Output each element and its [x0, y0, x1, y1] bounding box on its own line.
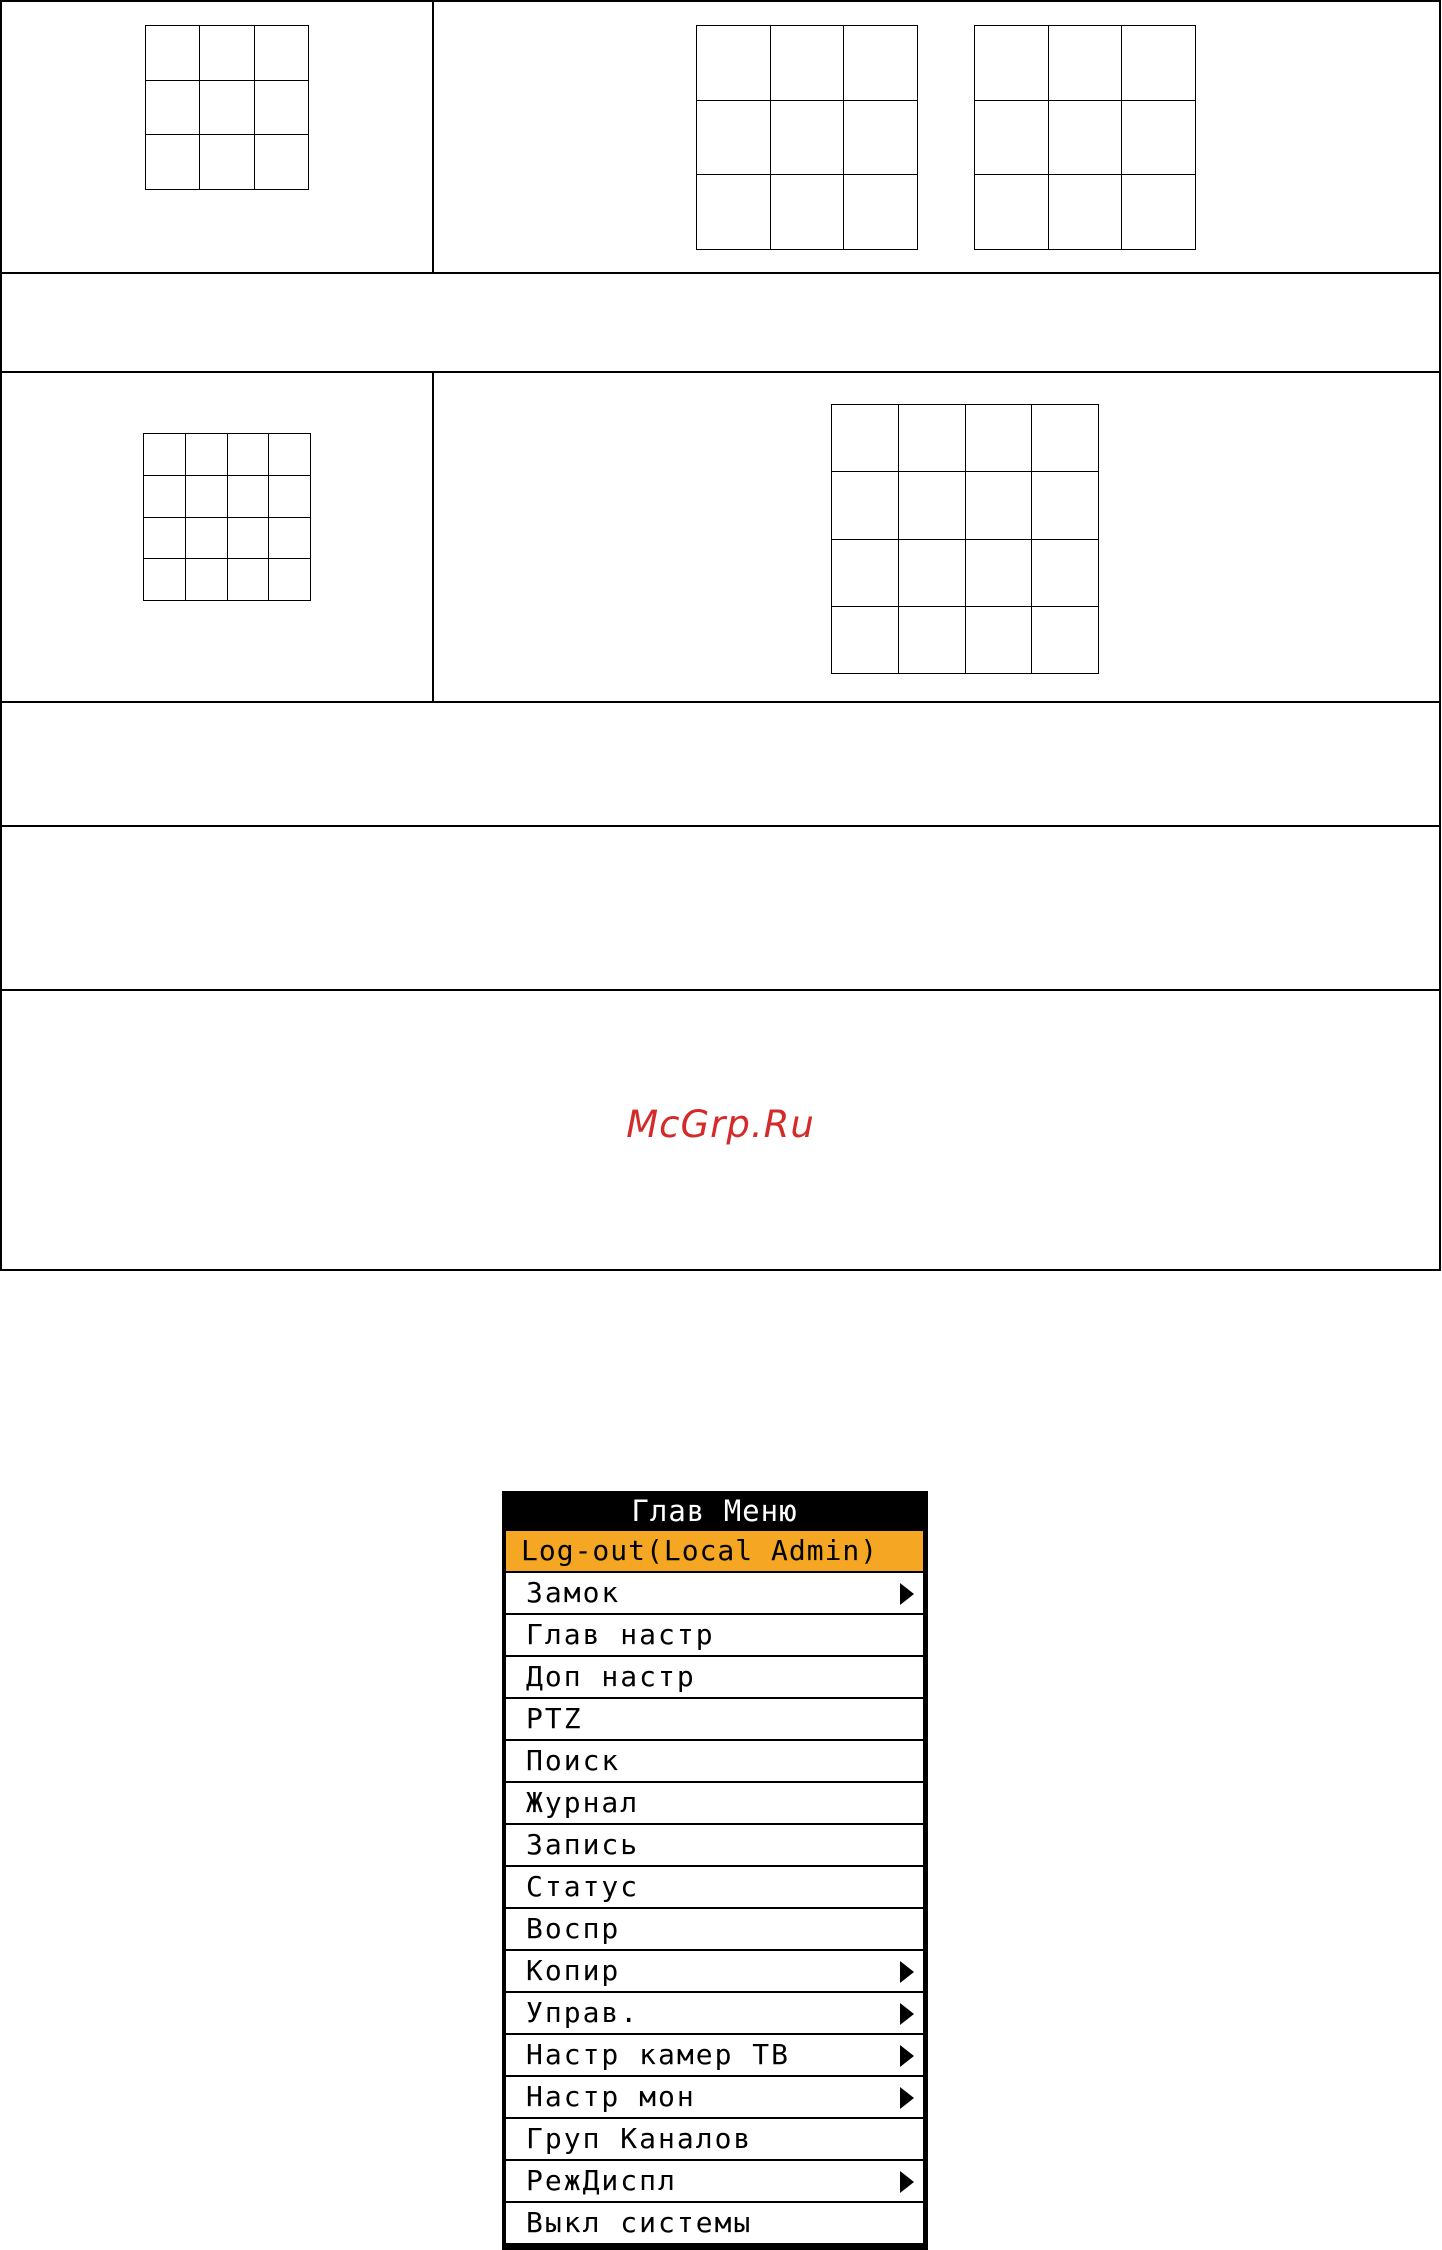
menu-item[interactable] [506, 1867, 923, 1907]
menu-item[interactable] [506, 1615, 923, 1655]
table-cell [434, 373, 1439, 701]
triangle-right-icon [900, 2045, 914, 2067]
menu-item-label: Журнал [526, 1786, 640, 1819]
menu-item[interactable] [506, 1909, 923, 1949]
menu-item-label: Управ. [526, 1996, 640, 2029]
table-cell [2, 373, 434, 701]
menu-item-label: Доп настр [526, 1660, 696, 1693]
menu-item[interactable] [506, 1825, 923, 1865]
menu-item-list [506, 1531, 923, 2243]
menu-item[interactable] [506, 2035, 923, 2075]
menu-item[interactable] [506, 1741, 923, 1781]
menu-title: Глав Меню [631, 1494, 798, 1528]
table-cell [2, 2, 434, 272]
table-row [2, 2, 1439, 272]
watermark: McGrp.Ru [626, 1103, 815, 1146]
grid-3x3-diagram [696, 25, 918, 250]
menu-item[interactable] [506, 2119, 923, 2159]
grid-3x3-diagram [974, 25, 1196, 250]
menu-item-label: Настр камер ТВ [526, 2038, 791, 2071]
menu-item-label: Копир [526, 1954, 621, 1987]
table-row [2, 701, 1439, 825]
menu-item[interactable] [506, 1699, 923, 1739]
triangle-right-icon [900, 2003, 914, 2025]
menu-item[interactable] [506, 2161, 923, 2201]
menu-item[interactable] [506, 1573, 923, 1613]
menu-item-label: Поиск [526, 1744, 621, 1777]
menu-item-label: РежДиспл [526, 2164, 677, 2197]
table-row [2, 272, 1439, 371]
menu-item-label: Статус [526, 1870, 640, 1903]
grid-3x3-diagram [145, 25, 309, 190]
grid-4x4-diagram [831, 404, 1099, 674]
menu-item[interactable] [506, 1951, 923, 1991]
menu-item-label: Настр мон [526, 2080, 696, 2113]
menu-item-label: Груп Каналов [526, 2122, 753, 2155]
menu-item-label: Выкл системы [526, 2206, 753, 2239]
menu-item[interactable] [506, 2077, 923, 2117]
table-cell [434, 2, 1439, 272]
menu-item-label: Глав настр [526, 1618, 715, 1651]
triangle-right-icon [900, 1583, 914, 1605]
menu-item[interactable] [506, 1657, 923, 1697]
table-row [2, 371, 1439, 701]
triangle-right-icon [900, 1961, 914, 1983]
triangle-right-icon [900, 2087, 914, 2109]
menu-item[interactable] [506, 1993, 923, 2033]
menu-item-label: Запись [526, 1828, 640, 1861]
menu-item-label: Замок [526, 1576, 621, 1609]
menu-item[interactable] [506, 1783, 923, 1823]
table-row [2, 989, 1439, 1271]
menu-item-label: Log-out(Local Admin) [521, 1534, 879, 1567]
triangle-right-icon [900, 2171, 914, 2193]
menu-item-label: PTZ [526, 1702, 583, 1735]
main-menu [502, 1491, 928, 2250]
menu-item-label: Воспр [526, 1912, 621, 1945]
table-row [2, 825, 1439, 989]
grid-4x4-diagram [143, 433, 311, 601]
menu-item[interactable] [506, 2203, 923, 2243]
menu-item[interactable] [506, 1531, 923, 1571]
